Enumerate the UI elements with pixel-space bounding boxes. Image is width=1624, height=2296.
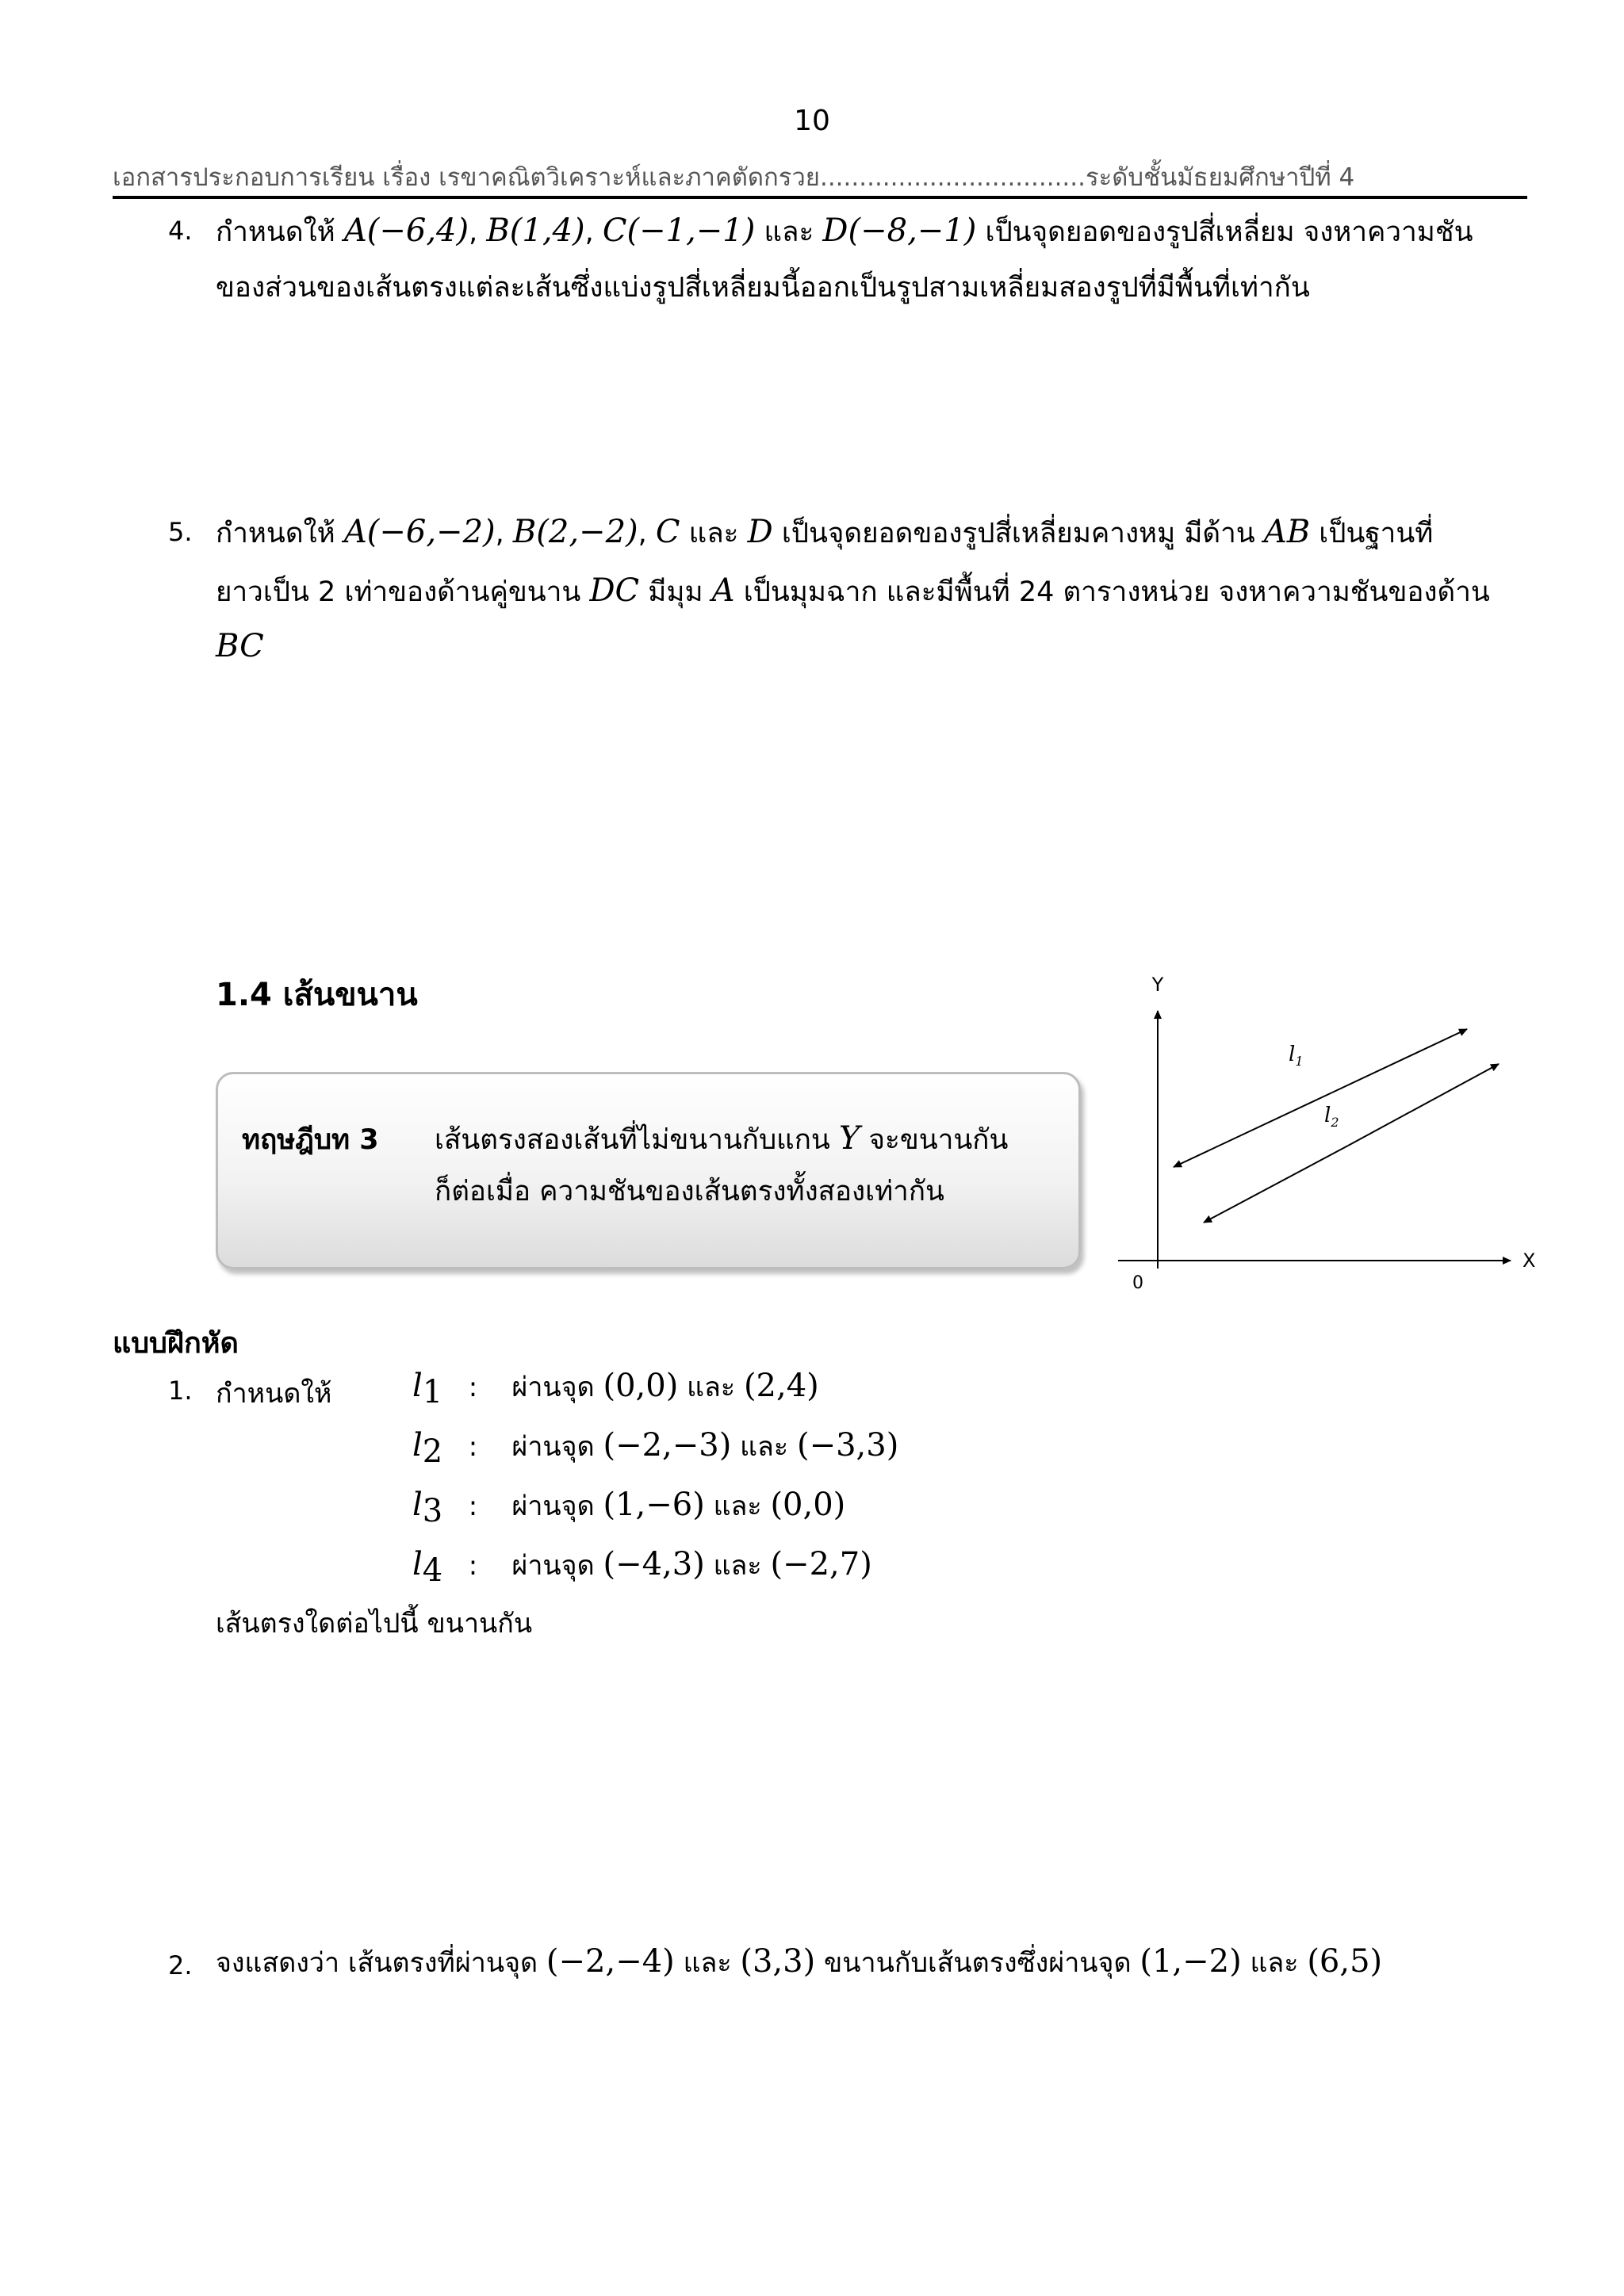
q5-line1: กำหนดให้ A(−6,−2), B(2,−2), C และ D เป็นจุดยอดของรูปสี่เหลี่ยมคางหมู มีด้าน AB เป็นฐานที่ — [216, 514, 1434, 550]
parallel-lines-figure — [1110, 967, 1538, 1308]
line-l2-right-arrow — [1348, 1064, 1499, 1146]
ex1-line-4: $l_4$ : ผ่านจุด (−4,3) และ (−2,7) — [412, 1546, 872, 1589]
theorem-axis-var: Y — [839, 1120, 860, 1157]
ex1-l1-point2: (2,4) — [743, 1368, 819, 1404]
q4-lead: กำหนดให้ — [216, 216, 335, 248]
q5-line2c: เป็นมุมฉาก และมีพื้นที่ 24 ตารางหน่วย จงหาความชันของด้าน — [743, 576, 1490, 608]
line-l1-left-arrow — [1174, 1093, 1332, 1167]
ex1-l2-point2: (−3,3) — [796, 1427, 899, 1464]
line-l2-label: $l_2$ — [1324, 1104, 1339, 1130]
ex1-l3-point2: (0,0) — [770, 1487, 846, 1523]
line-l1-right-arrow — [1332, 1029, 1467, 1093]
line-l1-label: $l_1$ — [1289, 1043, 1304, 1069]
theorem-line2: ก็ต่อเมื่อ ความชันของเส้นตรงทั้งสองเท่ากัน — [435, 1176, 944, 1207]
theorem-line1b: จะขนานกัน — [868, 1124, 1009, 1156]
line-l2-left-arrow — [1204, 1146, 1348, 1223]
ex1-number: 1. — [168, 1376, 193, 1406]
q5-side-ab: AB — [1263, 514, 1311, 550]
q4-point-c: C(−1,−1) — [602, 212, 756, 249]
q5-tail1: เป็นฐานที่ — [1319, 518, 1434, 549]
q5-angle-a: A — [711, 572, 735, 609]
ex1-l3-point1: (1,−6) — [603, 1487, 705, 1523]
q5-point-c: C — [655, 514, 680, 550]
q4-point-d: D(−8,−1) — [822, 212, 977, 249]
q4-line1: กำหนดให้ A(−6,4), B(1,4), C(−1,−1) และ D(−8,−1) เป็นจุดยอดของรูปสี่เหลี่ยม จงหาความชัน — [216, 212, 1473, 249]
q5-side-dc: DC — [589, 572, 640, 609]
ex1-line-3: $l_3$ : ผ่านจุด (1,−6) และ (0,0) — [412, 1487, 846, 1529]
ex1-l4-point2: (−2,7) — [770, 1546, 872, 1582]
q4-tail: เป็นจุดยอดของรูปสี่เหลี่ยม จงหาความชัน — [985, 216, 1473, 248]
ex1-line-2: $l_2$ : ผ่านจุด (−2,−3) และ (−3,3) — [412, 1427, 899, 1470]
q5-point-a: A(−6,−2) — [343, 514, 496, 550]
ex2-point4: (6,5) — [1307, 1943, 1383, 1980]
ex1-line-1: $l_1$ : ผ่านจุด (0,0) และ (2,4) — [412, 1368, 819, 1410]
q5-line2b: มีมุม — [648, 576, 703, 608]
ex1-l4-point1: (−4,3) — [603, 1546, 705, 1582]
q5-point-d: D — [747, 514, 773, 550]
q4-and: และ — [764, 216, 814, 248]
q5-point-b: B(2,−2) — [512, 514, 638, 550]
q4-point-b: B(1,4) — [486, 212, 585, 249]
running-header: เอกสารประกอบการเรียน เรื่อง เรขาคณิตวิเคราะห์และภาคตัดกรวย..................................ระดับชั้นมัธยมศึกษาปีที่ 4 — [113, 163, 1355, 192]
q5-lead: กำหนดให้ — [216, 518, 335, 549]
q5-line2 — [216, 564, 1490, 618]
ex2-point2: (3,3) — [740, 1943, 816, 1980]
ex1-lead: กำหนดให้ — [216, 1378, 332, 1410]
theorem-line1 — [435, 1118, 1008, 1161]
theorem-line1a: เส้นตรงสองเส้นที่ไม่ขนานกับแกน — [435, 1124, 830, 1156]
ex1-l1-point1: (0,0) — [603, 1368, 679, 1404]
y-axis-label: Y — [1151, 974, 1164, 996]
ex2-point3: (1,−2) — [1139, 1943, 1242, 1980]
q4-point-a: A(−6,4) — [343, 212, 469, 249]
ex1-question: เส้นตรงใดต่อไปนี้ ขนานกัน — [216, 1608, 533, 1640]
origin-label: 0 — [1132, 1273, 1143, 1293]
page-number: 10 — [794, 105, 830, 137]
theorem-label: ทฤษฎีบท 3 — [242, 1124, 379, 1156]
ex1-l2-point1: (−2,−3) — [603, 1427, 732, 1464]
q5-line2a: ยาวเป็น 2 เท่าของด้านคู่ขนาน — [216, 576, 581, 608]
section-title: 1.4 เส้นขนาน — [216, 977, 418, 1013]
q5-number: 5. — [168, 517, 193, 547]
q5-mid: เป็นจุดยอดของรูปสี่เหลี่ยมคางหมู มีด้าน — [781, 518, 1255, 549]
ex2-number: 2. — [168, 1950, 193, 1980]
ex2-line: จงแสดงว่า เส้นตรงที่ผ่านจุด (−2,−4) และ (3,3) ขนานกับเส้นตรงซึ่งผ่านจุด (1,−2) และ (6,5) — [216, 1943, 1383, 1980]
q5-side-bc: BC — [216, 628, 264, 664]
exercise-heading: แบบฝึกหัด — [113, 1327, 239, 1360]
q5-and: และ — [688, 518, 739, 549]
ex2-point1: (−2,−4) — [546, 1943, 675, 1980]
q4-line2: ของส่วนของเส้นตรงแต่ละเส้นซึ่งแบ่งรูปสี่เหลี่ยมนี้ออกเป็นรูปสามเหลี่ยมสองรูปที่มีพื้นที่เท่ากัน — [216, 272, 1310, 304]
x-axis-label: X — [1522, 1249, 1536, 1272]
header-rule — [113, 196, 1527, 199]
q4-number: 4. — [168, 216, 193, 246]
